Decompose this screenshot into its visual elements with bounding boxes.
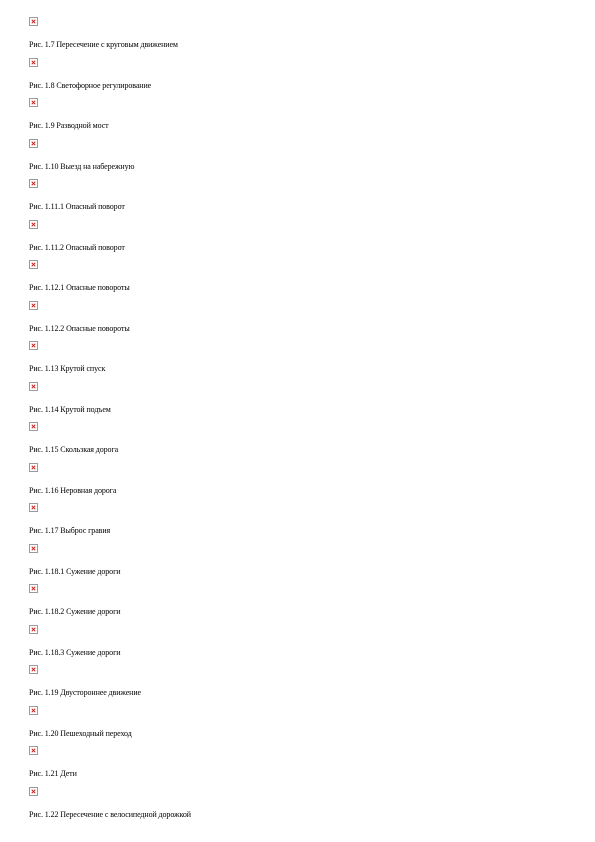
figure-caption: Рис. 1.14 Крутой подъем <box>29 404 111 414</box>
figure-entry <box>29 301 569 342</box>
figure-caption: Рис. 1.21 Дети <box>29 769 77 778</box>
figure-caption: Рис. 1.11.2 Опасный поворот <box>29 242 125 252</box>
broken-image-icon <box>29 260 38 269</box>
figure-caption: Рис. 1.7 Пересечение с круговым движением <box>29 40 178 49</box>
broken-image-icon <box>29 17 38 26</box>
figure-entry <box>29 625 569 666</box>
figure-entry <box>29 422 569 463</box>
broken-image-icon <box>29 98 38 107</box>
broken-image-icon <box>29 341 38 350</box>
figure-entry <box>29 341 569 382</box>
figure-caption: Рис. 1.16 Неровная дорога <box>29 485 117 495</box>
figure-entry <box>29 706 569 747</box>
figure-entry <box>29 503 569 544</box>
figure-entry <box>29 58 569 99</box>
figure-entry <box>29 463 569 504</box>
figure-caption: Рис. 1.22 Пересечение с велосипедной дорожкой <box>29 809 191 819</box>
broken-image-icon <box>29 665 38 674</box>
broken-image-icon <box>29 301 38 310</box>
broken-image-icon <box>29 179 38 188</box>
figure-entry <box>29 220 569 261</box>
broken-image-icon <box>29 787 38 796</box>
broken-image-icon <box>29 746 38 755</box>
figure-caption: Рис. 1.17 Выброс гравия <box>29 526 111 535</box>
broken-image-icon <box>29 139 38 148</box>
broken-image-icon <box>29 503 38 512</box>
figure-caption: Рис. 1.10 Выезд на набережную <box>29 161 135 171</box>
figure-caption: Рис. 1.18.1 Сужение дороги <box>29 566 121 576</box>
figure-entry <box>29 139 569 180</box>
figure-caption: Рис. 1.12.2 Опасные повороты <box>29 323 130 333</box>
figure-list <box>29 17 569 827</box>
figure-entry <box>29 260 569 301</box>
broken-image-icon <box>29 544 38 553</box>
broken-image-icon <box>29 58 38 67</box>
figure-caption: Рис. 1.18.3 Сужение дороги <box>29 647 121 657</box>
broken-image-icon <box>29 382 38 391</box>
figure-caption: Рис. 1.19 Двустороннее движение <box>29 688 141 697</box>
figure-entry <box>29 98 569 139</box>
figure-caption: Рис. 1.11.1 Опасный поворот <box>29 202 125 211</box>
broken-image-icon <box>29 584 38 593</box>
figure-caption: Рис. 1.9 Разводной мост <box>29 121 109 130</box>
figure-entry <box>29 665 569 706</box>
figure-entry <box>29 179 569 220</box>
broken-image-icon <box>29 422 38 431</box>
figure-caption: Рис. 1.12.1 Опасные повороты <box>29 283 130 292</box>
figure-entry <box>29 584 569 625</box>
broken-image-icon <box>29 220 38 229</box>
broken-image-icon <box>29 625 38 634</box>
broken-image-icon <box>29 463 38 472</box>
figure-entry <box>29 382 569 423</box>
figure-entry <box>29 544 569 585</box>
figure-caption: Рис. 1.8 Светофорное регулирование <box>29 80 152 90</box>
figure-caption: Рис. 1.20 Пешеходный переход <box>29 728 132 738</box>
figure-entry <box>29 787 569 828</box>
broken-image-icon <box>29 706 38 715</box>
figure-caption: Рис. 1.13 Крутой спуск <box>29 364 106 373</box>
figure-caption: Рис. 1.18.2 Сужение дороги <box>29 607 121 616</box>
figure-caption: Рис. 1.15 Скользкая дорога <box>29 445 119 454</box>
figure-entry <box>29 746 569 787</box>
figure-entry <box>29 17 569 58</box>
